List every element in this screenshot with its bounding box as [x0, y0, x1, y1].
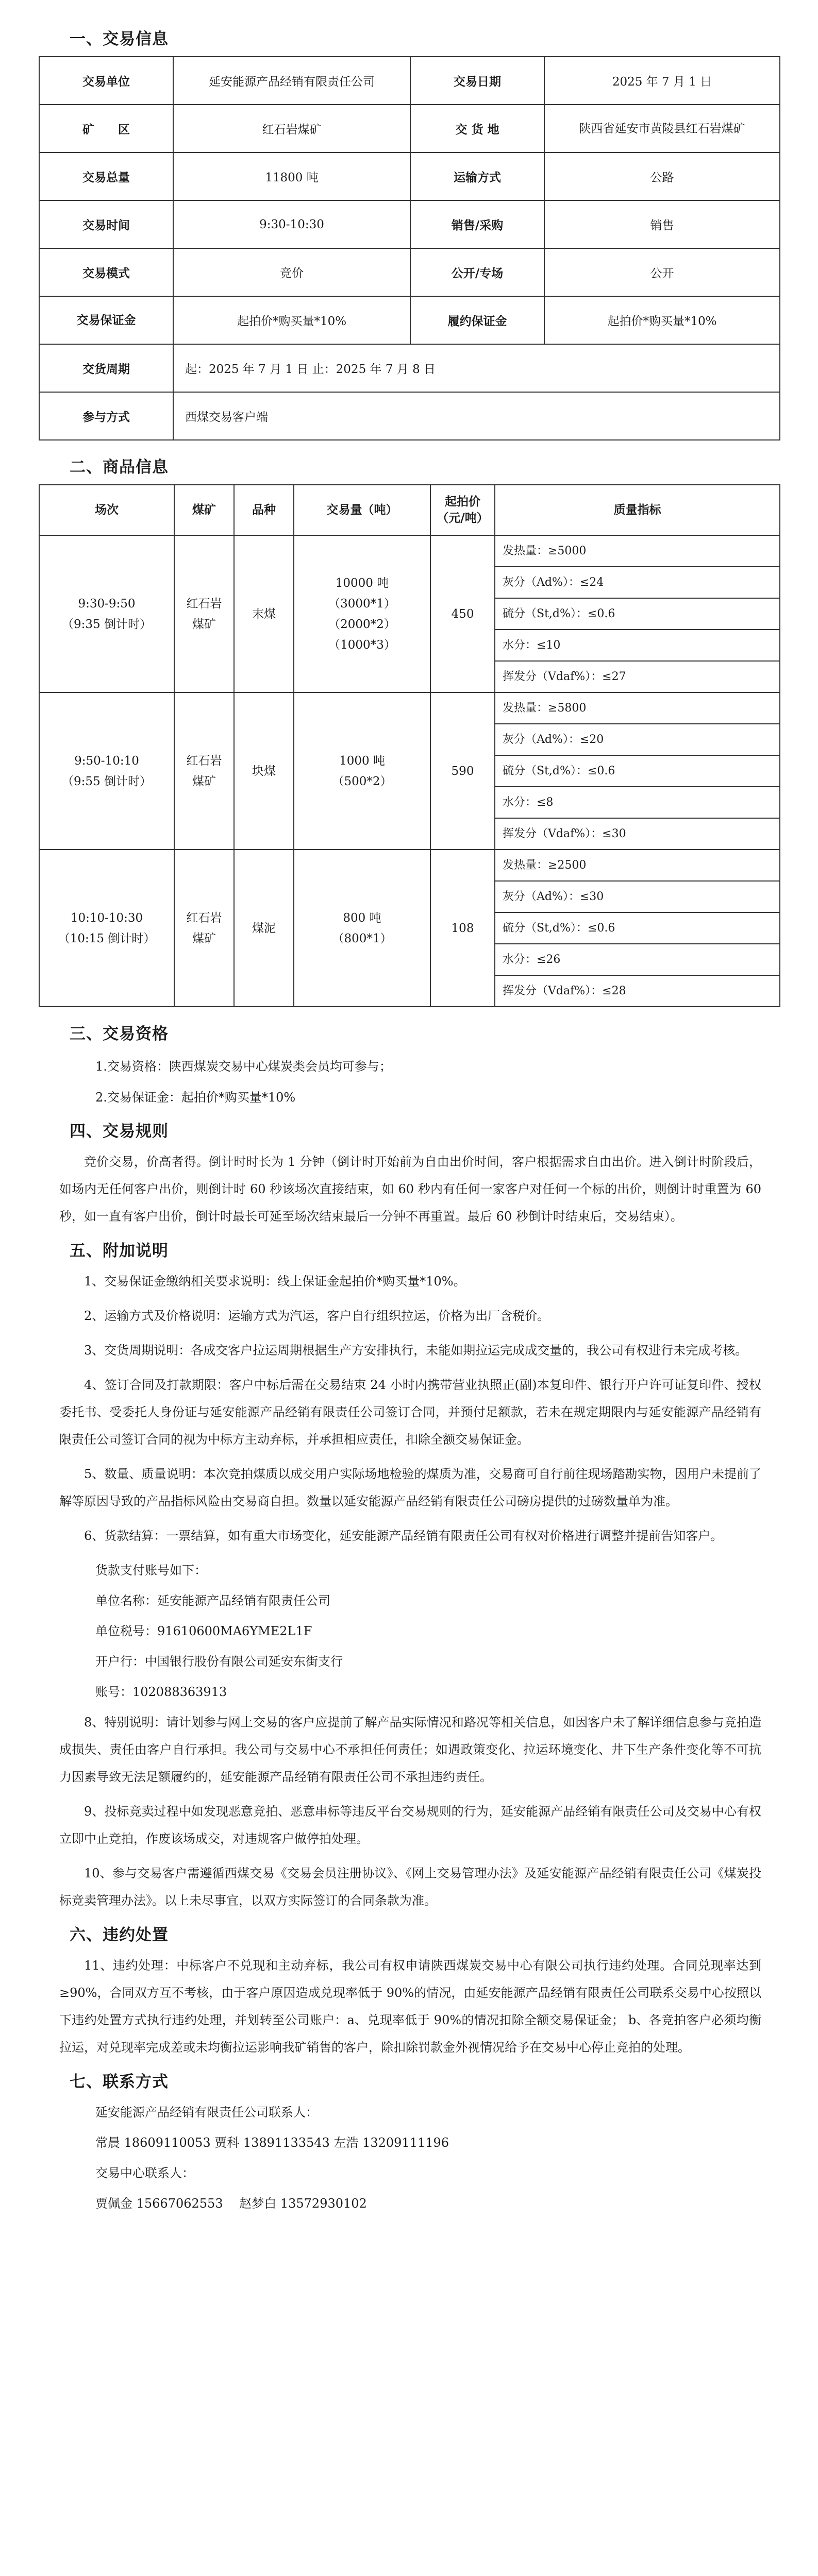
qualification-line: 1.交易资格：陕西煤炭交易中心煤炭类会员均可参与； [95, 1059, 392, 1074]
label-trade-unit: 交易单位 [39, 57, 173, 105]
cell-quality-volatile: 挥发分（Vdaf%）：≤27 [495, 661, 780, 692]
note-contract: 4、签订合同及打款期限：客户中标后需在交易结束 24 小时内携带营业执照正(副)本复印件、银行开户许可证复印件、授权委托书、受委托人身份证与延安能源产品经销有限责任公司签订合同，并预付足额款，若未在规定期限内与延安能源产品经销有限责任公司签订合同的视为中标方主动弃标，并承担相应责任，扣除全额交易保证金。 [59, 1378, 761, 1447]
label-trade-time: 交易时间 [39, 200, 173, 248]
cell-quality-ash: 灰分（Ad%）：≤20 [495, 724, 780, 755]
cell-quality-moisture: 水分：≤26 [495, 944, 780, 975]
cell-price: 590 [430, 692, 495, 850]
cell-quality-moisture: 水分：≤8 [495, 787, 780, 818]
value-delivery-place: 陕西省延安市黄陵县红石岩煤矿 [544, 105, 780, 152]
label-participation: 参与方式 [39, 392, 173, 440]
breach-paragraph: 11、违约处理：中标客户不兑现和主动弃标，我公司有权申请陕西煤炭交易中心有限公司执行违约处理。合同兑现率达到≥90%，合同双方互不考核，由于客户原因造成兑现率低于 90%的情况，由延安能源产品经销有限责任公司联系交易中心按照以下违约处置方式执行违约处理，并划转至公司账户：a、兑现率低于 90%的情况扣除全额交易保证金； b、各竞拍客户必须均衡拉运，对兑现率完成差或未均衡拉运影响我矿销售的客户，除扣除罚款金外视情况给予在交易中心停止竞拍的处理。 [59, 1958, 761, 2055]
table-row [39, 248, 780, 296]
cell-mine: 红石岩 煤矿 [174, 850, 234, 1007]
value-trade-unit: 延安能源产品经销有限责任公司 [173, 57, 410, 105]
cell-quality-heat: 发热量：≥5800 [495, 692, 780, 724]
table-row [39, 200, 780, 248]
bank-name: 单位名称：延安能源产品经销有限责任公司 [95, 1594, 330, 1608]
cell-volume: 1000 吨 （500*2） [294, 692, 430, 850]
value-public-special: 公开 [544, 248, 780, 296]
table-row [39, 392, 780, 440]
table-row [39, 692, 780, 724]
cell-quality-moisture: 水分：≤10 [495, 630, 780, 661]
cell-variety: 块煤 [234, 692, 294, 850]
cell-variety: 末煤 [234, 535, 294, 692]
label-deposit: 交易保证金 [39, 296, 173, 344]
bank-branch: 开户行：中国银行股份有限公司延安东街支行 [95, 1654, 343, 1669]
cell-price: 108 [430, 850, 495, 1007]
cell-quality-sulfur: 硫分（St,d%）：≤0.6 [495, 912, 780, 944]
table-row [39, 152, 780, 200]
note-deposit: 1、交易保证金缴纳相关要求说明：线上保证金起拍价*购买量*10%。 [84, 1274, 466, 1289]
cell-quality-sulfur: 硫分（St,d%）：≤0.6 [495, 598, 780, 630]
cell-quality-ash: 灰分（Ad%）：≤24 [495, 567, 780, 598]
contact-center-label: 交易中心联系人： [95, 2166, 194, 2180]
label-performance-deposit: 履约保证金 [410, 296, 544, 344]
cell-session: 9:50-10:10 （9:55 倒计时） [39, 692, 174, 850]
section-title-rules: 四、交易规则 [70, 1122, 169, 1141]
section-title-trade-info: 一、交易信息 [70, 30, 169, 48]
section-title-notes: 五、附加说明 [70, 1242, 169, 1260]
label-mine-area: 矿 区 [39, 105, 173, 152]
contact-company-label: 延安能源产品经销有限责任公司联系人： [95, 2105, 318, 2120]
rules-paragraph: 竞价交易，价高者得。倒计时时长为 1 分钟（倒计时开始前为自由出价时间，客户根据需求自由出价。进入倒计时阶段后，如场内无任何客户出价，则倒计时 60 秒该场次直接结束，如 60 秒内有任何一家客户对任何一个标的出价，则倒计时重置为 60 秒，如一直有客户出价，倒计时最长可延至场次结束最后一分钟不再重置。最后 60 秒倒计时结束后，交易结束）。 [59, 1155, 761, 1224]
cell-session: 9:30-9:50 （9:35 倒计时） [39, 535, 174, 692]
cell-quality-ash: 灰分（Ad%）：≤30 [495, 881, 780, 912]
value-total-volume: 11800 吨 [173, 152, 410, 200]
table-row [39, 344, 780, 392]
cell-mine: 红石岩 煤矿 [174, 692, 234, 850]
contact-center-phones: 贾佩金 15667062553 赵梦白 13572930102 [95, 2196, 367, 2211]
table-row [39, 57, 780, 105]
cell-session: 10:10-10:30 （10:15 倒计时） [39, 850, 174, 1007]
table-row [39, 296, 780, 344]
label-transport: 运输方式 [410, 152, 544, 200]
section-title-qualification: 三、交易资格 [70, 1025, 169, 1043]
bank-tax-id: 单位税号：91610600MA6YME2L1F [95, 1624, 312, 1638]
table-row [39, 535, 780, 567]
value-performance-deposit: 起拍价*购买量*10% [544, 296, 780, 344]
note-bidding: 9、投标竞卖过程中如发现恶意竞拍、恶意串标等违反平台交易规则的行为，延安能源产品经销有限责任公司及交易中心有权立即中止竞拍，作废该场成交，对违规客户做停拍处理。 [59, 1804, 761, 1846]
note-settlement: 6、货款结算：一票结算，如有重大市场变化，延安能源产品经销有限责任公司有权对价格进行调整并提前告知客户。 [84, 1529, 723, 1543]
value-sale-purchase: 销售 [544, 200, 780, 248]
value-trade-date: 2025 年 7 月 1 日 [544, 57, 780, 105]
cell-price: 450 [430, 535, 495, 692]
label-delivery-place: 交 货 地 [410, 105, 544, 152]
table-row [39, 105, 780, 152]
trade-info-table [39, 56, 780, 440]
header-quality: 质量指标 [495, 485, 780, 535]
header-variety: 品种 [234, 485, 294, 535]
product-table [39, 484, 780, 1007]
value-trade-time: 9:30-10:30 [173, 200, 410, 248]
table-header-row [39, 485, 780, 535]
bank-title: 货款支付账号如下： [95, 1563, 207, 1578]
cell-volume: 10000 吨 （3000*1） （2000*2） （1000*3） [294, 535, 430, 692]
value-delivery-period: 起：2025 年 7 月 1 日 止：2025 年 7 月 8 日 [173, 344, 780, 392]
header-start-price: 起拍价（元/吨） [430, 485, 495, 535]
cell-quality-heat: 发热量：≥5000 [495, 535, 780, 567]
note-special: 8、特别说明：请计划参与网上交易的客户应提前了解产品实际情况和路况等相关信息，如因客户未了解详细信息参与竞拍造成损失、责任由客户自行承担。我公司与交易中心不承担任何责任；如遇政策变化、拉运环境变化、井下生产条件变化等不可抗力因素导致无法足额履约的，延安能源产品经销有限责任公司不承担违约责任。 [59, 1715, 761, 1784]
table-row [39, 850, 780, 881]
value-deposit: 起拍价*购买量*10% [173, 296, 410, 344]
cell-quality-volatile: 挥发分（Vdaf%）：≤28 [495, 975, 780, 1007]
value-participation: 西煤交易客户端 [173, 392, 780, 440]
note-agreement: 10、参与交易客户需遵循西煤交易《交易会员注册协议》、《网上交易管理办法》及延安能源产品经销有限责任公司《煤炭投标竞卖管理办法》。以上未尽事宜，以双方实际签订的合同条款为准。 [59, 1866, 761, 1908]
header-mine: 煤矿 [174, 485, 234, 535]
section-title-breach: 六、违约处置 [70, 1926, 169, 1944]
label-trade-date: 交易日期 [410, 57, 544, 105]
cell-variety: 煤泥 [234, 850, 294, 1007]
header-session: 场次 [39, 485, 174, 535]
note-transport: 2、运输方式及价格说明：运输方式为汽运，客户自行组织拉运，价格为出厂含税价。 [84, 1309, 550, 1323]
label-total-volume: 交易总量 [39, 152, 173, 200]
cell-quality-heat: 发热量：≥2500 [495, 850, 780, 881]
value-trade-mode: 竞价 [173, 248, 410, 296]
cell-quality-sulfur: 硫分（St,d%）：≤0.6 [495, 755, 780, 787]
bank-account: 账号：102088363913 [95, 1685, 227, 1699]
contact-company-phones: 常晨 18609110053 贾科 13891133543 左浩 13209111196 [95, 2136, 449, 2150]
label-delivery-period: 交货周期 [39, 344, 173, 392]
note-quantity-quality: 5、数量、质量说明：本次竞拍煤质以成交用户实际场地检验的煤质为准，交易商可自行前往现场踏勘实物，因用户未提前了解等原因导致的产品指标风险由交易商自担。数量以延安能源产品经销有限责任公司磅房提供的过磅数量单为准。 [59, 1467, 761, 1509]
header-volume: 交易量（吨） [294, 485, 430, 535]
cell-volume: 800 吨 （800*1） [294, 850, 430, 1007]
value-mine-area: 红石岩煤矿 [173, 105, 410, 152]
label-sale-purchase: 销售/采购 [410, 200, 544, 248]
value-transport: 公路 [544, 152, 780, 200]
section-title-contact: 七、联系方式 [70, 2073, 169, 2091]
label-trade-mode: 交易模式 [39, 248, 173, 296]
deposit-line: 2.交易保证金：起拍价*购买量*10% [95, 1090, 296, 1105]
section-title-product-info: 二、商品信息 [70, 458, 169, 477]
label-public-special: 公开/专场 [410, 248, 544, 296]
cell-mine: 红石岩 煤矿 [174, 535, 234, 692]
note-delivery: 3、交货周期说明：各成交客户拉运周期根据生产方安排执行，未能如期拉运完成成交量的，我公司有权进行未完成考核。 [84, 1343, 748, 1358]
cell-quality-volatile: 挥发分（Vdaf%）：≤30 [495, 818, 780, 850]
